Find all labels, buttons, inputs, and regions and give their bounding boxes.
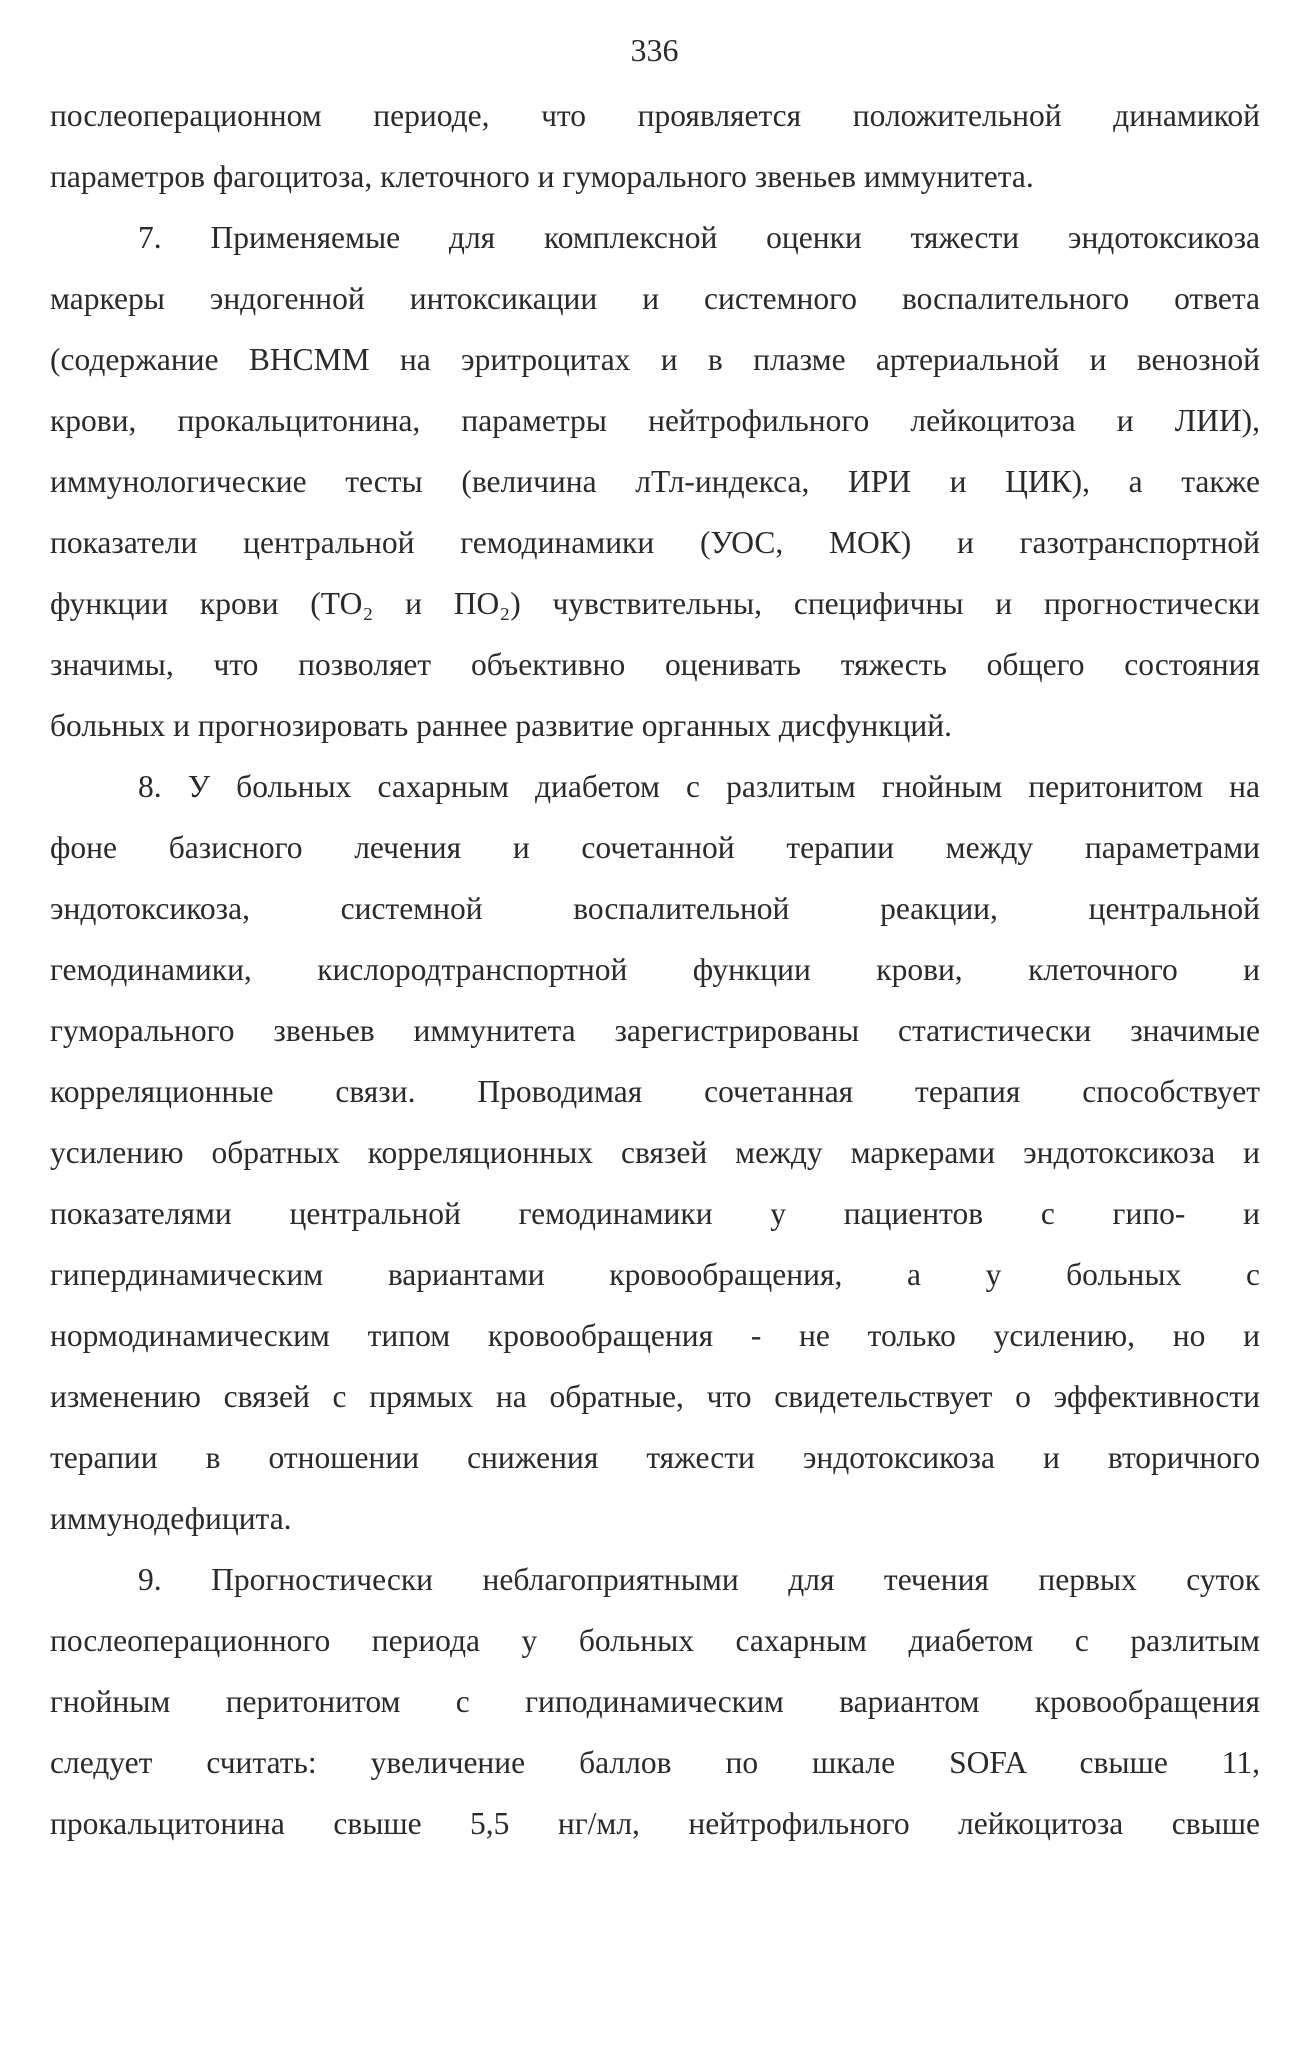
text-line: показатели центральной гемодинамики (УОС, МОК) и газотранспортной: [50, 525, 1260, 560]
text-line: терапии в отношении снижения тяжести эндотоксикоза и вторичного: [50, 1440, 1260, 1475]
text-line: показателями центральной гемодинамики у пациентов с гипо- и: [50, 1196, 1260, 1231]
text-line: фоне базисного лечения и сочетанной терапии между параметрами: [50, 830, 1260, 865]
body-text: [50, 85, 1260, 1854]
text-line: послеоперационного периода у больных сахарным диабетом с разлитым: [50, 1623, 1260, 1658]
list-item-9-line: 9. Прогностически неблагоприятными для течения первых суток: [138, 1562, 1260, 1597]
text-line: гнойным перитонитом с гиподинамическим вариантом кровообращения: [50, 1684, 1260, 1719]
text-line: маркеры эндогенной интоксикации и системного воспалительного ответа: [50, 281, 1260, 316]
text-line: крови, прокальцитонина, параметры нейтрофильного лейкоцитоза и ЛИИ),: [50, 403, 1260, 438]
text-line: нормодинамическим типом кровообращения - не только усилению, но и: [50, 1318, 1260, 1353]
text-line: иммунодефицита.: [50, 1501, 292, 1536]
text-line: значимы, что позволяет объективно оценивать тяжесть общего состояния: [50, 647, 1260, 682]
list-item-7-line: 7. Применяемые для комплексной оценки тяжести эндотоксикоза: [138, 220, 1260, 255]
list-item-8-line: 8. У больных сахарным диабетом с разлитым гнойным перитонитом на: [138, 769, 1260, 804]
text-line: послеоперационном периоде, что проявляется положительной динамикой: [50, 98, 1260, 133]
text-line: больных и прогнозировать раннее развитие органных дисфункций.: [50, 708, 952, 743]
text-line: параметров фагоцитоза, клеточного и гуморального звеньев иммунитета.: [50, 159, 1034, 194]
text-line: гипердинамическим вариантами кровообращения, а у больных с: [50, 1257, 1260, 1292]
text-line: прокальцитонина свыше 5,5 нг/мл, нейтрофильного лейкоцитоза свыше: [50, 1806, 1260, 1841]
text-line: усилению обратных корреляционных связей между маркерами эндотоксикоза и: [50, 1135, 1260, 1170]
text-line: изменению связей с прямых на обратные, что свидетельствует о эффективности: [50, 1379, 1260, 1414]
text-line: гуморального звеньев иммунитета зарегистрированы статистически значимые: [50, 1013, 1260, 1048]
text-line: корреляционные связи. Проводимая сочетанная терапия способствует: [50, 1074, 1260, 1109]
text-line: гемодинамики, кислородтранспортной функции крови, клеточного и: [50, 952, 1260, 987]
page-number: 336: [630, 32, 679, 68]
text-line: (содержание ВНСММ на эритроцитах и в плазме артериальной и венозной: [50, 342, 1260, 377]
text-line: функции крови (ТО₂ и ПО₂) чувствительны, специфичны и прогностически: [50, 586, 1260, 621]
text-line: эндотоксикоза, системной воспалительной реакции, центральной: [50, 891, 1260, 926]
text-line: следует считать: увеличение баллов по шкале SOFA свыше 11,: [50, 1745, 1260, 1780]
text-line: иммунологические тесты (величина лТл-индекса, ИРИ и ЦИК), а также: [50, 464, 1260, 499]
